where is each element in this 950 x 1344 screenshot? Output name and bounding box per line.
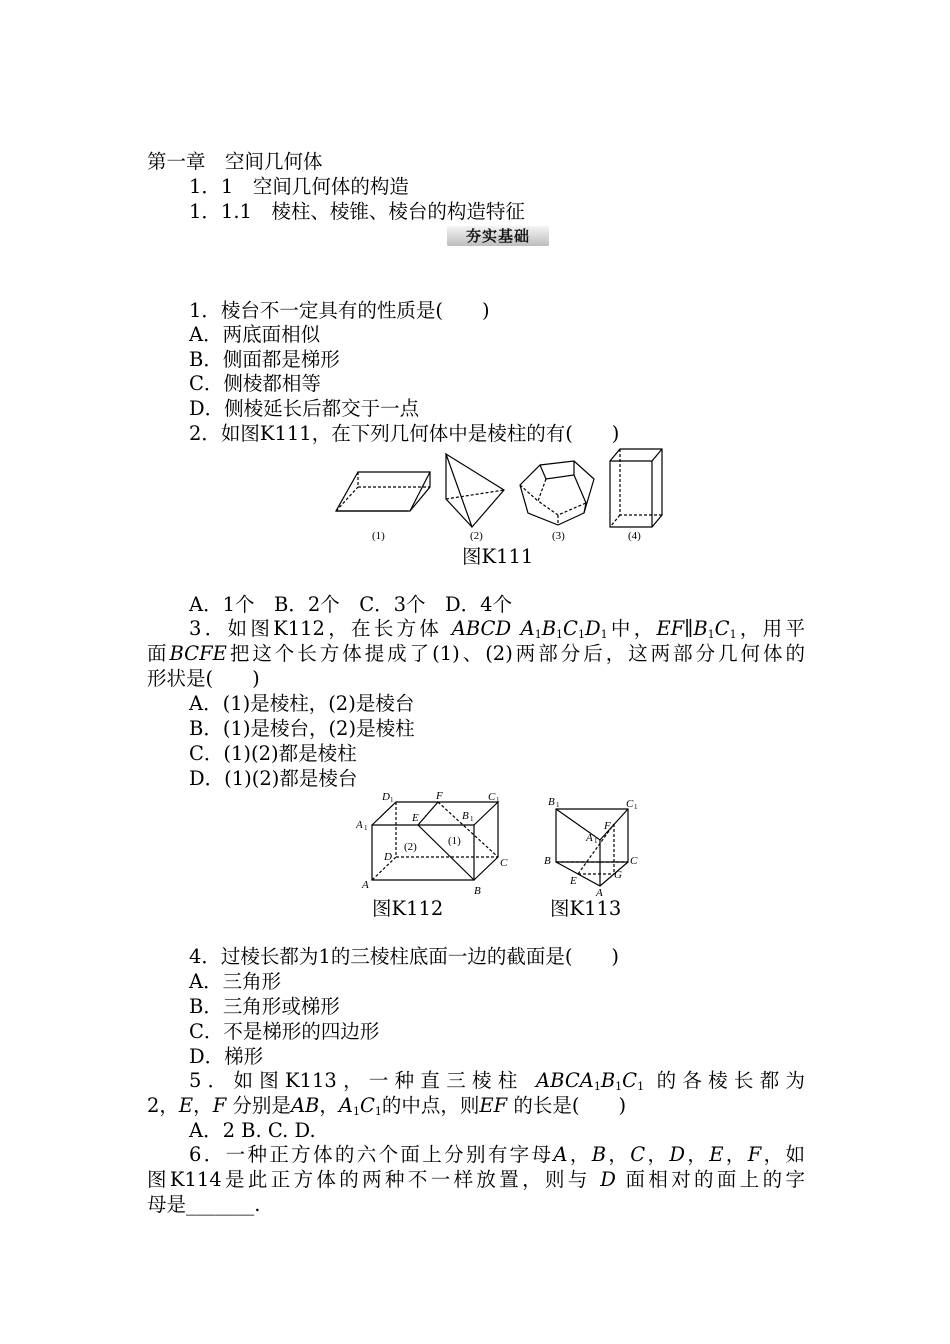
svg-text:D: D <box>384 851 392 863</box>
figure-k112 <box>352 788 522 900</box>
q3-line3: 形状是( ) <box>147 667 260 690</box>
figure-k111 <box>330 445 670 547</box>
svg-text:C: C <box>500 857 508 869</box>
svg-text:D: D <box>382 791 390 803</box>
svg-text:E: E <box>412 812 419 824</box>
svg-text:F: F <box>436 790 443 802</box>
svg-text:A: A <box>362 879 369 891</box>
q3-option-b: B．(1)是棱台，(2)是棱柱 <box>189 717 415 740</box>
svg-text:(1): (1) <box>448 835 461 847</box>
fig111-label-3: (3) <box>552 530 565 542</box>
q4-option-d: D．梯形 <box>189 1045 264 1068</box>
q5-line1: 5．如图K113，一种直三棱柱 $ABCA_1B_1C_1$ 的各棱长都为 <box>189 1069 805 1093</box>
svg-text:E: E <box>570 875 577 887</box>
svg-text:A: A <box>596 887 603 899</box>
svg-text:F: F <box>604 820 611 832</box>
q1-option-c: C．侧棱都相等 <box>189 372 321 395</box>
chapter-title: 第一章 空间几何体 <box>147 150 323 173</box>
q4-option-a: A．三角形 <box>189 970 282 993</box>
foundation-badge: 夯实基础 <box>447 226 549 246</box>
fig111-label-4: (4) <box>628 530 641 542</box>
q2-stem: 2．如图K111，在下列几何体中是棱柱的有( ) <box>189 422 620 445</box>
svg-text:1: 1 <box>390 796 394 804</box>
q6-line3: 母是_______. <box>147 1193 261 1216</box>
svg-text:C: C <box>626 798 634 810</box>
subsection-title: 1．1.1 棱柱、棱锥、棱台的构造特征 <box>189 200 525 223</box>
q4-option-c: C．不是梯形的四边形 <box>189 1020 380 1043</box>
svg-text:1: 1 <box>594 837 598 845</box>
q3-option-d: D．(1)(2)都是棱台 <box>189 767 358 790</box>
svg-text:A: A <box>356 819 363 831</box>
svg-text:G: G <box>614 869 622 881</box>
fig111-label-2: (2) <box>470 530 483 542</box>
svg-text:(2): (2) <box>404 841 417 853</box>
q4-stem: 4．过棱长都为1的三棱柱底面一边的截面是( ) <box>189 945 620 968</box>
figure-k113 <box>540 792 650 900</box>
q5-line2: 2，E，F 分别是AB，$A_1C_1$的中点，则EF 的长是( ) <box>147 1094 627 1118</box>
svg-text:1: 1 <box>470 815 474 823</box>
svg-text:1: 1 <box>556 801 560 809</box>
svg-text:A: A <box>586 832 593 844</box>
svg-text:1: 1 <box>364 824 368 832</box>
figure-k113-caption: 图K113 <box>550 897 622 920</box>
q1-option-b: B．侧面都是梯形 <box>189 348 340 371</box>
q1-option-a: A．两底面相似 <box>189 323 321 346</box>
q5-options: A．2 B. C. D. <box>189 1119 316 1142</box>
q1-stem: 1．棱台不一定具有的性质是( ) <box>189 299 490 322</box>
q4-option-b: B．三角形或梯形 <box>189 995 340 1018</box>
svg-text:C: C <box>488 791 496 803</box>
svg-text:B: B <box>544 855 551 867</box>
q6-line1: 6．一种正方体的六个面上分别有字母A，B，C，D，E，F，如 <box>189 1143 805 1166</box>
svg-text:B: B <box>474 885 481 897</box>
q3-option-c: C．(1)(2)都是棱柱 <box>189 742 357 765</box>
svg-text:1: 1 <box>496 796 500 804</box>
figure-k111-caption: 图K111 <box>462 545 534 568</box>
svg-text:1: 1 <box>634 803 638 811</box>
svg-text:B: B <box>462 810 469 822</box>
q3-line1: 3．如图K112，在长方体 ABCD $A_1B_1C_1D_1$中，$EF\parallel B_1C_1$，用平 <box>189 617 805 641</box>
q2-options: A．1个 B．2个 C．3个 D．4个 <box>189 593 513 616</box>
fig111-label-1: (1) <box>372 530 385 542</box>
section-title: 1．1 空间几何体的构造 <box>189 175 409 198</box>
q3-line2: 面BCFE把这个长方体提成了(1)、(2)两部分后，这两部分几何体的 <box>147 642 805 665</box>
figure-k112-caption: 图K112 <box>372 897 444 920</box>
q3-option-a: A．(1)是棱柱，(2)是棱台 <box>189 692 415 715</box>
q6-line2: 图K114是此正方体的两种不一样放置，则与 D 面相对的面上的字 <box>147 1168 805 1191</box>
svg-text:B: B <box>548 796 555 808</box>
svg-text:C: C <box>630 855 638 867</box>
q1-option-d: D．侧棱延长后都交于一点 <box>189 397 420 420</box>
